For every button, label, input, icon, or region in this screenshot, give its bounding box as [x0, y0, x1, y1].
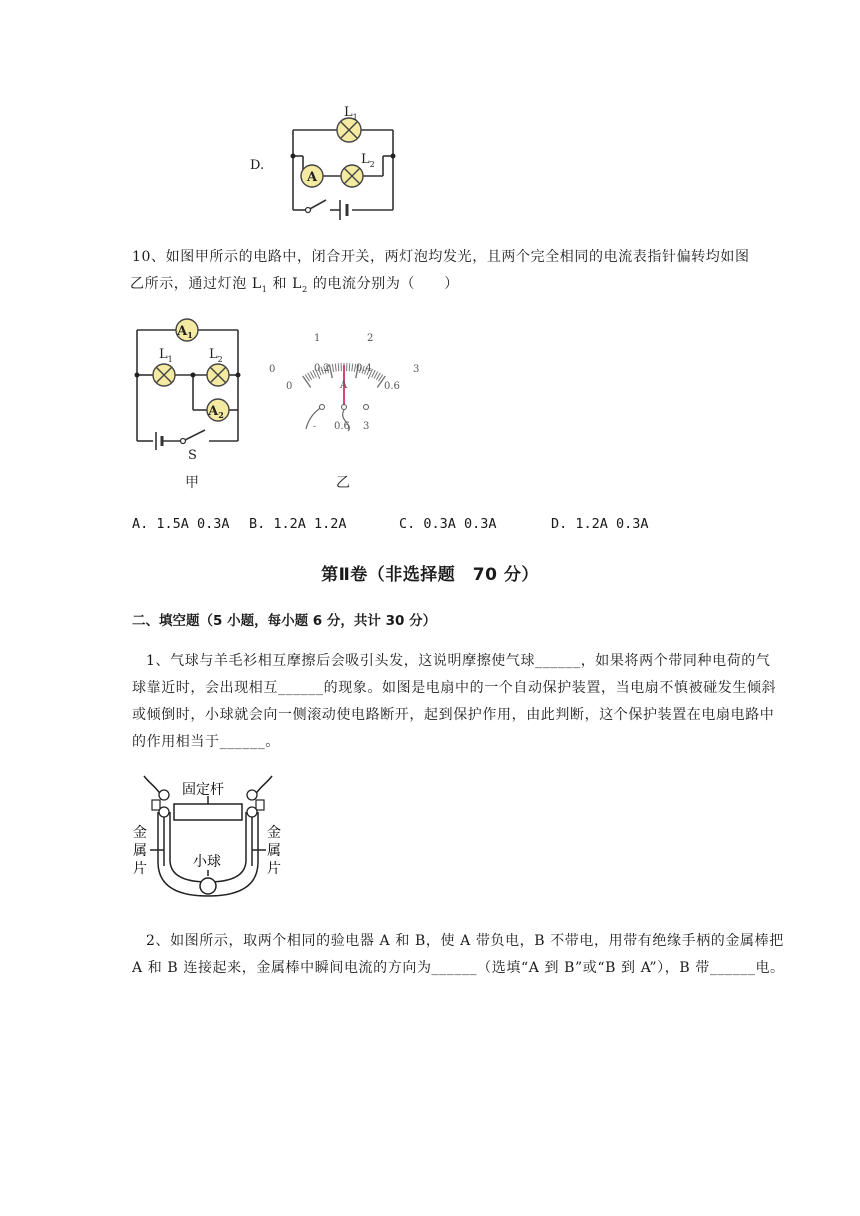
- ammeter-a1-icon: [176, 319, 198, 341]
- fill-q2-line-1: 2、如图所示，取两个相同的验电器 A 和 B，使 A 带负电，B 不带电，用带有绝缘手柄的金属棒把: [146, 933, 784, 949]
- right-label-1: 金: [267, 825, 281, 841]
- left-label-1: 金: [133, 825, 147, 841]
- svg-text:A1: $A_1$: [177, 324, 193, 340]
- circuit-diagram-d: [248, 100, 408, 225]
- option-c[interactable]: C. 0.3A 0.3A: [399, 516, 497, 532]
- option-b[interactable]: B. 1.2A 1.2A: [249, 516, 347, 532]
- protection-device-figure: [130, 770, 285, 900]
- option-d[interactable]: D. 1.2A 0.3A: [551, 516, 649, 532]
- ammeter-icon: [301, 165, 323, 187]
- terminal-06: [342, 405, 347, 410]
- fill-q2-line-2: A 和 B 连接起来，金属棒中瞬间电流的方向为______（选填“A 到 B”或“B 到 A”），B 带______电。: [132, 960, 785, 976]
- left-screw-icon: [159, 807, 169, 817]
- dial-tick: [349, 363, 350, 371]
- fill-q1-line-1: 1、气球与羊毛衫相互摩擦后会吸引头发，这说明摩擦使气球______，如果将两个带同种电荷的气: [146, 653, 771, 669]
- figure-jia: [125, 315, 250, 493]
- dial-tick: [335, 364, 336, 372]
- q10-line-1: 10、如图甲所示的电路中，闭合开关，两灯泡均发光，且两个完全相同的电流表指针偏转均如图: [132, 249, 750, 265]
- option-a[interactable]: A. 1.5A 0.3A: [132, 516, 230, 532]
- circuit-diagram-jia: [125, 315, 250, 493]
- lamp-l1-label: $L_1$: [159, 347, 173, 364]
- lamp-l2-icon: [341, 165, 363, 187]
- fill-q1-line-3: 或倾倒时，小球就会向一侧滚动使电路断开，起到保护作用，由此判断，这个保护装置在电扇电路中: [132, 707, 775, 723]
- protection-device-diagram: [130, 770, 285, 900]
- lamp-l2-icon: [207, 364, 229, 386]
- right-screw-icon: [247, 790, 257, 800]
- junction-dot: [391, 154, 396, 159]
- ammeter-a2-icon: [207, 399, 229, 421]
- q10-line-2: 乙所示，通过灯泡 $L_1$ 和 $L_2$ 的电流分别为（ ）: [130, 276, 459, 294]
- fixed-rod: [174, 804, 242, 820]
- lamp-l1-label: $L_1$: [344, 105, 358, 122]
- terminal-3-label: 3: [363, 421, 370, 432]
- switch-blade: [183, 430, 205, 441]
- lower-scale-2: 0.4: [356, 363, 372, 374]
- lower-scale-1: 0.2: [314, 363, 330, 374]
- terminal-neg-label: -: [313, 422, 317, 432]
- dial-tick: [372, 370, 375, 377]
- junction-dot: [291, 154, 296, 159]
- terminal-3: [364, 405, 369, 410]
- junction-dot: [135, 373, 140, 378]
- switch-pivot: [306, 208, 311, 213]
- left-label-3: 片: [133, 861, 147, 877]
- fill-q2-text: [132, 928, 832, 982]
- dial-unit: A: [340, 380, 348, 391]
- upper-scale-0: 0: [269, 364, 276, 375]
- terminal-06-label: 0.6: [334, 421, 350, 432]
- fixed-rod-label: 固定杆: [182, 782, 224, 798]
- upper-scale-1: 1: [314, 333, 321, 344]
- right-clip: [256, 800, 264, 810]
- ammeter-label: A: [306, 170, 318, 185]
- lamp-l2-label: $L_2$: [209, 347, 223, 364]
- terminal-neg: [320, 405, 325, 410]
- fill-blank-heading: 二、填空题（5 小题，每小题 6 分，共计 30 分）: [132, 613, 437, 629]
- switch-label: S: [188, 448, 197, 463]
- dial-tick: [332, 364, 333, 372]
- ammeter-dial: [262, 325, 432, 495]
- right-label-3: 片: [267, 861, 281, 877]
- lamp-l1-icon: [153, 364, 175, 386]
- fill-q1-line-2: 球靠近时，会出现相互______的现象。如图是电扇中的一个自动保护装置，当电扇不慎被碰发生倾斜: [132, 680, 777, 696]
- junction-dot: [236, 373, 241, 378]
- upper-scale-2: 2: [367, 333, 374, 344]
- figure-caption-jia: 甲: [185, 475, 199, 491]
- figure-caption-yi: 乙: [336, 475, 350, 491]
- left-screw-icon: [159, 790, 169, 800]
- figure-yi: [262, 325, 432, 495]
- dial-tick: [352, 364, 353, 372]
- right-label-2: 属: [267, 843, 281, 859]
- switch-pivot: [181, 439, 186, 444]
- fill-q1-line-4: 的作用相当于______。: [132, 734, 280, 750]
- ball-icon: [200, 878, 216, 894]
- ball-label: 小球: [193, 854, 221, 870]
- right-screw-icon: [247, 807, 257, 817]
- lower-scale-3: 0.6: [384, 381, 400, 392]
- option-d-label: D.: [250, 158, 265, 173]
- junction-dot: [191, 373, 196, 378]
- dial-tick: [338, 363, 339, 371]
- svg-text:A2: $A_2$: [208, 404, 224, 420]
- lower-scale-0: 0: [286, 381, 293, 392]
- q10-stem: [132, 244, 822, 303]
- left-clip: [152, 800, 160, 810]
- upper-scale-3: 3: [413, 364, 420, 375]
- section-2-title: 第Ⅱ卷（非选择题 70 分）: [321, 565, 539, 585]
- left-label-2: 属: [133, 843, 147, 859]
- fill-q1-text: [132, 648, 832, 756]
- q10-options: [132, 516, 832, 536]
- lamp-l2-label: $L_2$: [361, 152, 375, 169]
- q9-option-d: [248, 100, 408, 225]
